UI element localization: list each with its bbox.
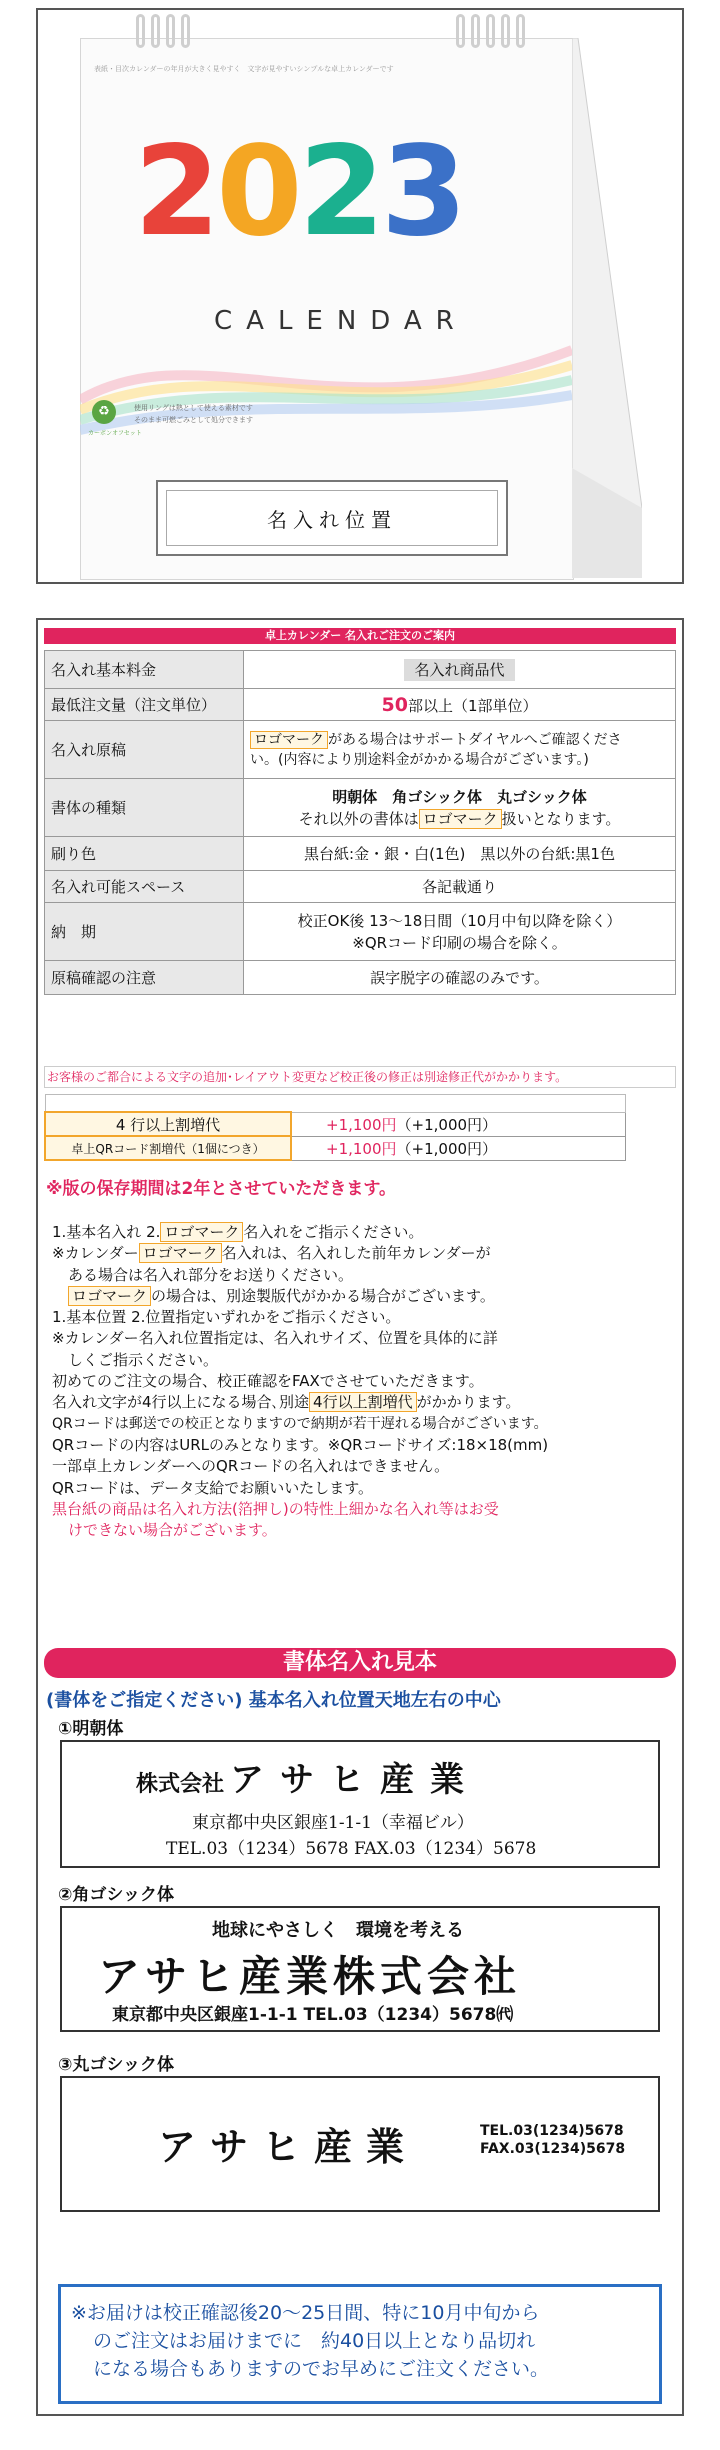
maru-contact	[480, 2122, 625, 2158]
binding-rings-left	[136, 14, 190, 50]
row-value	[244, 651, 676, 689]
row-label: 納 期	[45, 903, 244, 961]
kaku-sample-box	[60, 1906, 660, 2032]
eco-note	[134, 402, 284, 426]
logo-mark-tag: ロゴマーク	[160, 1222, 243, 1242]
note-text: 名入れをご指示ください。	[243, 1223, 424, 1241]
notice-line: になる場合もありますのでお早めにご注文ください。	[93, 2358, 550, 2380]
note-line: QRコードは、データ支給でお願いいたします。	[52, 1478, 374, 1497]
fonts-line-1: 明朝体 角ゴシック体 丸ゴシック体	[332, 787, 587, 806]
note-text: ※カレンダー	[52, 1244, 139, 1263]
table-row	[45, 1095, 626, 1113]
year-digit: 3	[380, 120, 464, 264]
year-digit: 0	[216, 120, 299, 264]
surcharge-table	[44, 1094, 626, 1161]
row-value: 各記載通り	[244, 871, 676, 903]
row-label: 名入れ基本料金	[45, 651, 244, 689]
maru-label: ③丸ゴシック体	[58, 2055, 175, 2075]
eco-note-line: そのまま可燃ごみとして処分できます	[134, 416, 253, 424]
logo-mark-tag: ロゴマーク	[68, 1286, 151, 1306]
company-name: アサヒ産業	[230, 1760, 481, 1800]
notice-line: のご注文はお届けまでに 約40日以上となり品切れ	[93, 2330, 536, 2352]
row-label: 書体の種類	[45, 779, 244, 837]
row-label: 刷り色	[45, 837, 244, 871]
price: +1,100円	[326, 1139, 397, 1158]
cover-small-text: 表紙・目次カレンダーの年月が大きく見やすく 文字が見やすいシンプルな卓上カレンダーです	[94, 65, 394, 73]
table-row	[45, 1112, 626, 1136]
row-value	[244, 903, 676, 961]
modification-warning: お客様のご都合による文字の追加･レイアウト変更など校正後の修正は別途修正代がかかります。	[44, 1066, 676, 1088]
artwork-text: がある場合はサポートダイヤルへご確認くださ	[328, 731, 622, 748]
artwork-line-1	[250, 730, 669, 750]
min-qty-number: 50	[381, 693, 408, 716]
binding-rings-right	[456, 14, 525, 50]
spec-table	[44, 650, 676, 995]
fonts-line-2	[250, 808, 669, 830]
note-line: しくご指示ください。	[68, 1350, 219, 1369]
row-value: 誤字脱字の確認のみです。	[244, 961, 676, 995]
font-sample-banner: 書体名入れ見本	[44, 1648, 676, 1678]
note-line: けできない場合がございます。	[68, 1521, 277, 1540]
calendar-word: CALENDAR	[214, 306, 468, 336]
note-text: がかかります。	[416, 1393, 521, 1412]
table-row	[45, 961, 676, 995]
maru-fax: FAX.03(1234)5678	[480, 2141, 626, 2157]
logo-mark-tag: ロゴマーク	[419, 809, 502, 829]
surcharge-tag: 4行以上割増代	[309, 1392, 417, 1412]
maru-sample-box	[60, 2076, 660, 2212]
kaku-address: 東京都中央区銀座1-1-1 TEL.03（1234）5678㈹	[112, 2005, 514, 2025]
row-label: 原稿確認の注意	[45, 961, 244, 995]
mincho-tel: TEL.03（1234）5678 FAX.03（1234）5678	[166, 1839, 537, 1859]
delivery-line-1: 校正OK後 13～18日間（10月中旬以降を除く）	[297, 911, 622, 930]
note-line	[52, 1392, 670, 1413]
calendar-photo	[36, 8, 684, 584]
year-2023	[134, 120, 464, 264]
surcharge-price	[291, 1136, 626, 1160]
fonts-post: 扱いとなります。	[501, 809, 621, 828]
mincho-sample-box	[60, 1740, 660, 1868]
price-tax: （+1,000円）	[396, 1115, 498, 1134]
maru-tel: TEL.03(1234)5678	[480, 2123, 624, 2139]
row-value	[244, 779, 676, 837]
note-text: 名入れは、名入れした前年カレンダーが	[221, 1244, 491, 1263]
surcharge-header	[45, 1095, 626, 1113]
surcharge-label: 4 行以上割増代	[45, 1112, 291, 1136]
row-value	[244, 721, 676, 779]
note-line	[52, 1286, 670, 1307]
note-line: 一部卓上カレンダーへのQRコードの名入れはできません。	[52, 1457, 450, 1476]
note-line: 黒台紙の商品は名入れ方法(箔押し)の特性上細かな名入れ等はお受	[52, 1499, 499, 1518]
row-label: 名入れ可能スペース	[45, 871, 244, 903]
note-line: ※カレンダー名入れ位置指定は、名入れサイズ、位置を具体的に詳	[52, 1329, 498, 1348]
artwork-line-2: い。(内容により別途料金がかかる場合がございます。)	[250, 751, 589, 768]
fonts-pre: それ以外の書体は	[298, 809, 419, 828]
note-text: 1.基本名入れ 2.	[52, 1223, 161, 1241]
table-row	[45, 903, 676, 961]
delivery-notice	[58, 2284, 662, 2404]
note-line	[52, 1243, 670, 1264]
surcharge-label: 卓上QRコード割増代（1個につき）	[45, 1136, 291, 1160]
note-line: ある場合は名入れ部分をお送りください。	[68, 1265, 354, 1284]
table-row	[45, 721, 676, 779]
note-line: 1.基本位置 2.位置指定いずれかをご指示ください。	[52, 1308, 401, 1327]
kaku-company: アサヒ産業株式会社	[98, 1952, 522, 2001]
calendar-stand-side	[572, 38, 642, 578]
row-value: 黒台紙:金・銀・白(1色) 黒以外の台紙:黒1色	[244, 837, 676, 871]
note-text: 名入れ文字が4行以上になる場合､別途	[52, 1393, 310, 1412]
table-row	[45, 689, 676, 721]
note-line	[52, 1222, 670, 1243]
guide-banner: 卓上カレンダー 名入れご注文のご案内	[44, 628, 676, 644]
table-row	[45, 837, 676, 871]
row-label: 名入れ原稿	[45, 721, 244, 779]
kaku-label: ②角ゴシック体	[58, 1885, 175, 1905]
year-digit: 2	[298, 120, 381, 264]
price-tax: （+1,000円）	[396, 1139, 498, 1158]
price: +1,100円	[326, 1115, 397, 1134]
logo-mark-tag: ロゴマーク	[139, 1243, 222, 1263]
mincho-address: 東京都中央区銀座1-1-1（幸福ビル）	[192, 1813, 474, 1833]
min-qty-unit: 部以上（1部単位）	[407, 696, 538, 715]
table-row	[45, 779, 676, 837]
mincho-company	[136, 1752, 480, 1801]
eco-label: カーボンオフセット	[88, 430, 142, 437]
mincho-label: ①明朝体	[58, 1719, 124, 1739]
table-row	[45, 871, 676, 903]
row-label: 最低注文量（注文単位）	[45, 689, 244, 721]
eco-leaf-icon: ♻	[92, 400, 116, 424]
font-sample-subtitle: (書体をご指定ください) 基本名入れ位置天地左右の中心	[46, 1690, 501, 1711]
row-value	[244, 689, 676, 721]
base-fee-value: 名入れ商品代	[404, 659, 514, 681]
order-notes	[52, 1222, 670, 1541]
notice-line: ※お届けは校正確認後20～25日間、特に10月中旬から	[71, 2302, 540, 2324]
plate-keep-period: ※版の保存期間は2年とさせていただきます。	[46, 1179, 396, 1199]
surcharge-price	[291, 1112, 626, 1136]
kaku-slogan: 地球にやさしく 環境を考える	[212, 1920, 464, 1941]
eco-note-line: 使用リングは熱として使える素材です	[134, 404, 253, 412]
name-area-label: 名入れ位置	[166, 490, 498, 546]
note-line: 初めてのご注文の場合、校正確認をFAXでさせていただきます。	[52, 1372, 484, 1391]
logo-mark-tag: ロゴマーク	[250, 731, 328, 749]
maru-company: アサヒ産業	[158, 2125, 419, 2169]
note-text: の場合は、別途製版代がかかる場合がございます。	[151, 1286, 495, 1305]
note-line: QRコードは郵送での校正となりますので納期が若干遅れる場合がございます。	[52, 1415, 548, 1432]
company-prefix: 株式会社	[136, 1771, 225, 1797]
name-print-area	[156, 480, 508, 556]
table-row	[45, 651, 676, 689]
note-line: QRコードの内容はURLのみとなります。※QRコードサイズ:18×18(mm)	[52, 1435, 549, 1454]
delivery-line-2: ※QRコード印刷の場合を除く。	[352, 933, 567, 952]
year-digit: 2	[134, 120, 217, 264]
table-row	[45, 1136, 626, 1160]
